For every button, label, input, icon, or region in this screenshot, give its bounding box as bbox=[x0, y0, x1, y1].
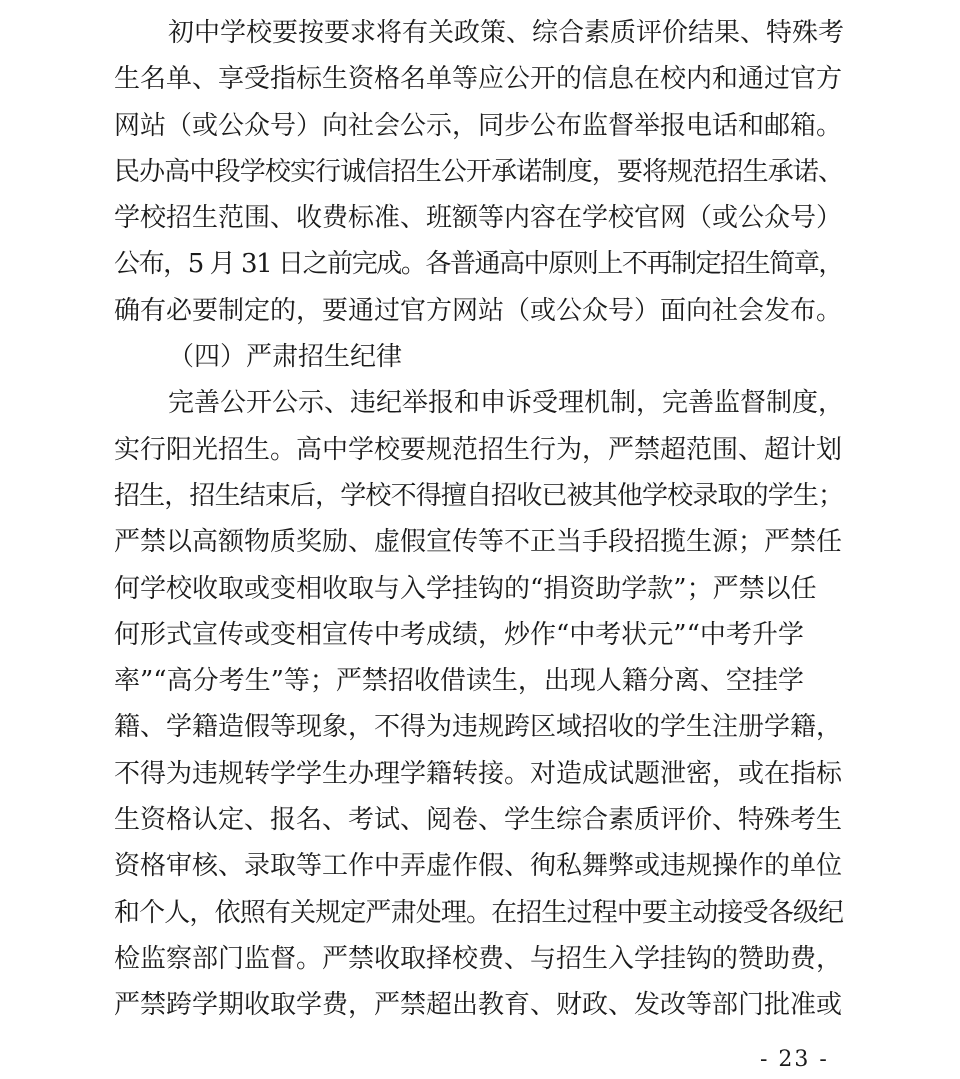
text-line: 严禁跨学期收取学费，严禁超出教育、财政、发改等部门批准或 bbox=[114, 990, 843, 1021]
text-line: 率”“高分考生”等；严禁招收借读生，出现人籍分离、空挂学 bbox=[114, 666, 804, 697]
section-heading: （四）严肃招生纪律 bbox=[168, 342, 403, 373]
text-line: 严禁以高额物质奖励、虚假宣传等不正当手段招揽生源；严禁任 bbox=[114, 527, 843, 558]
text-line: 民办高中段学校实行诚信招生公开承诺制度，要将规范招生承诺、 bbox=[114, 156, 844, 187]
text-line: 何形式宣传或变相宣传中考成绩，炒作“中考状元”“中考升学 bbox=[114, 619, 804, 650]
page-number: - 23 - bbox=[760, 1047, 829, 1072]
text-line: 学校招生范围、收费标准、班额等内容在学校官网（或公众号） bbox=[114, 203, 843, 234]
text-line: 公布，5 月 31 日之前完成。各普通高中原则上不再制定招生简章， bbox=[114, 249, 843, 280]
text-line: 不得为违规转学学生办理学籍转接。对造成试题泄密，或在指标 bbox=[114, 758, 843, 789]
text-line: 实行阳光招生。高中学校要规范招生行为，严禁超范围、超计划 bbox=[114, 434, 843, 465]
text-line: 资格审核、录取等工作中弄虚作假、徇私舞弊或违规操作的单位 bbox=[114, 851, 843, 882]
text-line: 初中学校要按要求将有关政策、综合素质评价结果、特殊考 bbox=[168, 18, 845, 48]
text-line: 何学校收取或变相收取与入学挂钩的“捐资助学款”；严禁以任 bbox=[114, 573, 817, 604]
text-line: 和个人，依照有关规定严肃处理。在招生过程中要主动接受各级纪 bbox=[114, 897, 844, 928]
body-text bbox=[114, 10, 844, 1029]
text-line: 检监察部门监督。严禁收取择校费、与招生入学挂钩的赞助费， bbox=[114, 943, 843, 974]
text-line: 生资格认定、报名、考试、阅卷、学生综合素质评价、特殊考生 bbox=[114, 805, 843, 836]
text-line: 生名单、享受指标生资格名单等应公开的信息在校内和通过官方 bbox=[114, 64, 843, 95]
text-line: 确有必要制定的，要通过官方网站（或公众号）面向社会发布。 bbox=[114, 295, 843, 326]
text-line: 籍、学籍造假等现象，不得为违规跨区域招收的学生注册学籍， bbox=[114, 712, 843, 743]
text-line: 网站（或公众号）向社会公示，同步公布监督举报电话和邮箱。 bbox=[114, 110, 843, 141]
text-line: 完善公开公示、违纪举报和申诉受理机制，完善监督制度， bbox=[168, 388, 845, 419]
text-line: 招生，招生结束后，学校不得擅自招收已被其他学校录取的学生； bbox=[114, 480, 844, 511]
